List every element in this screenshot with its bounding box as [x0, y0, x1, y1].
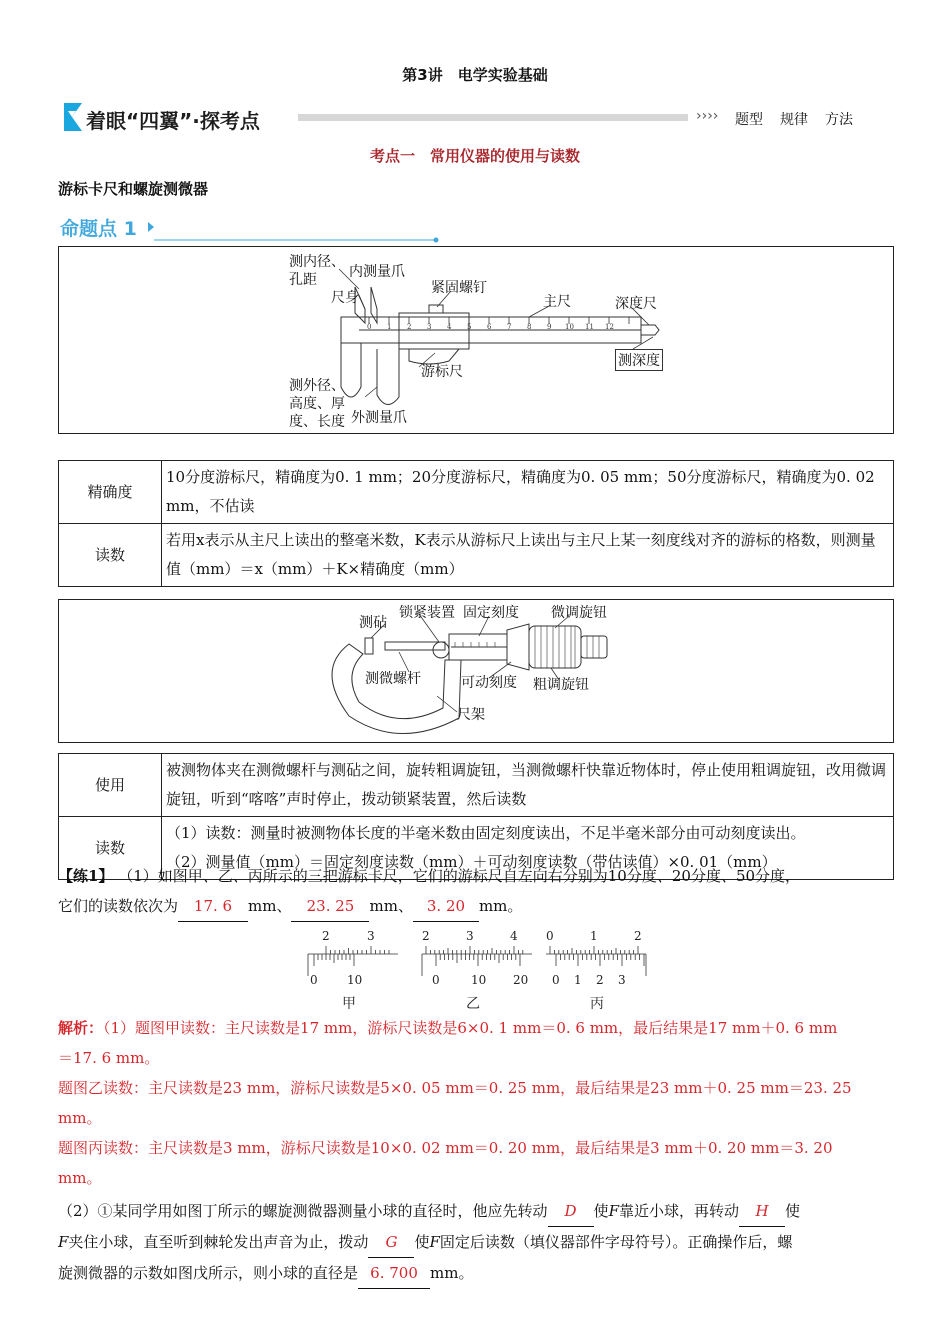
- svg-text:1: 1: [387, 323, 392, 331]
- scale-a-main-tick-0: 2: [322, 929, 330, 943]
- label-fine-knob: 微调旋钮: [551, 605, 607, 621]
- answer-blank-d: D: [548, 1196, 594, 1227]
- table-head-usage: 使用: [59, 754, 162, 817]
- section-banner: [58, 101, 898, 135]
- analysis-line-2: ＝17. 6 mm。: [58, 1049, 160, 1067]
- table-row: [59, 524, 894, 587]
- label-inner-diameter: 测内径、: [289, 254, 345, 270]
- section-title: 考点一 常用仪器的使用与读数: [369, 147, 580, 165]
- scale-c-vernier-tick-3: 3: [618, 973, 626, 987]
- part2-var-f2: F: [58, 1233, 69, 1251]
- proposition-line: [58, 212, 448, 246]
- banner-label: 着眼“四翼”·探考点: [86, 109, 260, 133]
- label-spindle: 测微螺杆: [365, 671, 421, 687]
- part2-text-7: 固定后读数（填仪器部件字母符号）。正确操作后，螺: [439, 1233, 793, 1251]
- analysis-label: 解析：: [58, 1019, 104, 1037]
- banner-arrows: ››››: [696, 108, 719, 124]
- scale-b-main-tick-1: 3: [466, 929, 474, 943]
- exercise-part2: [58, 1196, 898, 1289]
- analysis-line-4: mm。: [58, 1109, 102, 1127]
- analysis-line-1: （1）题图甲读数：主尺读数是17 mm，游标尺读数是6×0. 1 mm＝0. 6 mm，最后结果是17 mm＋0. 6 mm: [103, 1019, 838, 1037]
- answer-blank-2: 23. 25: [291, 891, 369, 922]
- svg-text:3: 3: [427, 323, 432, 331]
- banner-tag-type: 题型: [735, 112, 763, 128]
- scale-a-main-tick-1: 3: [367, 929, 375, 943]
- scale-c-vernier-tick-2: 2: [596, 973, 604, 987]
- answer-blank-diameter: 6. 700: [358, 1258, 430, 1289]
- analysis-block: [58, 1013, 898, 1193]
- part2-text-6: 使: [414, 1233, 430, 1251]
- answer-blank-1: 17. 6: [178, 891, 248, 922]
- unit-3: mm: [478, 897, 508, 915]
- label-length: 度、长度: [289, 414, 345, 430]
- end-1: 。: [507, 897, 523, 915]
- scale-b-vernier-tick-0: 0: [432, 973, 440, 987]
- table-head-reading: 读数: [59, 524, 162, 587]
- sep-1: 、: [276, 897, 292, 915]
- label-depth-rod: 深度尺: [615, 296, 657, 312]
- scale-a-vernier-tick-1: 10: [347, 973, 363, 987]
- analysis-line-3: 题图乙读数：主尺读数是23 mm，游标尺读数是5×0. 05 mm＝0. 25 mm，最后结果是23 mm＋0. 25 mm＝23. 25: [58, 1079, 852, 1097]
- answer-blank-3: 3. 20: [413, 891, 479, 922]
- lecture-title: 第3讲 电学实验基础: [402, 66, 548, 84]
- part2-text-1: （2）①某同学用如图丁所示的螺旋测微器测量小球的直径时，他应先转动: [58, 1202, 548, 1220]
- vernier-scales-drawing: [300, 924, 660, 1014]
- label-movable-scale: 可动刻度: [461, 675, 517, 691]
- part2-text-3: 靠近小球，再转动: [618, 1202, 739, 1220]
- scale-b-vernier-tick-2: 20: [513, 973, 529, 987]
- svg-text:12: 12: [605, 323, 614, 331]
- label-frame: 尺架: [457, 707, 485, 723]
- label-inner-jaws: 内测量爪: [349, 264, 405, 280]
- exercise-text-a: （1）如图甲、乙、丙所示的三把游标卡尺，它们的游标尺自左向右分别为10分度、20分度、50分度，: [118, 867, 801, 885]
- subsection-title: 游标卡尺和螺旋测微器: [58, 180, 209, 198]
- table-cell-usage: 被测物体夹在测微螺杆与测砧之间，旋转粗调旋钮，当测微螺杆快靠近物体时，停止使用粗调旋钮，改用微调旋钮，听到“喀喀”声时停止，拨动锁紧装置，然后读数: [162, 754, 894, 817]
- caliper-figure-frame: [58, 246, 894, 434]
- scale-a-vernier-tick-0: 0: [310, 973, 318, 987]
- label-measure-depth: 测深度: [615, 349, 663, 371]
- label-fixed-scale: 固定刻度: [463, 605, 519, 621]
- sep-2: 、: [397, 897, 413, 915]
- label-height-thickness: 高度、厚: [289, 396, 345, 412]
- part2-text-4: 使: [785, 1202, 801, 1220]
- exercise-text-b: 它们的读数依次为: [58, 897, 179, 915]
- scale-c-vernier-tick-0: 0: [552, 973, 560, 987]
- banner-tag-method: 方法: [825, 112, 853, 128]
- table-cell-reading: 若用x表示从主尺上读出的整毫米数，K表示从游标尺上读出与主尺上某一刻度线对齐的游标的格数，则测量值（mm）＝x（mm）＋K×精确度（mm）: [162, 524, 894, 587]
- scale-c-vernier-tick-1: 1: [574, 973, 582, 987]
- micrometer-figure-frame: [58, 599, 894, 743]
- table-row: [59, 754, 894, 817]
- svg-text:4: 4: [447, 323, 452, 331]
- vernier-caliper-illustration: [59, 247, 893, 433]
- part2-var-f3: F: [429, 1233, 440, 1251]
- table-head-precision: 精确度: [59, 461, 162, 524]
- svg-text:7: 7: [507, 323, 512, 331]
- label-outer-jaws: 外测量爪: [351, 410, 407, 426]
- scale-b-main-tick-2: 4: [510, 929, 518, 943]
- table-cell-precision: 10分度游标尺，精确度为0. 1 mm；20分度游标尺，精确度为0. 05 mm；50分度游标尺，精确度为0. 02 mm，不估读: [162, 461, 894, 524]
- scale-b-main-tick-0: 2: [422, 929, 430, 943]
- part2-text-2: 使: [593, 1202, 609, 1220]
- label-vernier: 游标尺: [421, 364, 463, 380]
- svg-text:5: 5: [467, 323, 472, 331]
- exercise-part1: [58, 861, 898, 922]
- part2-var-f1: F: [608, 1202, 619, 1220]
- scale-a-label: 甲: [342, 996, 356, 1012]
- scale-b-label: 乙: [466, 996, 480, 1012]
- analysis-line-6: mm。: [58, 1169, 102, 1187]
- svg-text:11: 11: [585, 323, 594, 331]
- table-row: [59, 461, 894, 524]
- scale-c-label: 丙: [590, 996, 604, 1012]
- svg-text:8: 8: [527, 323, 532, 331]
- table-head-micrometer-reading: 读数: [59, 817, 162, 880]
- scale-c-main-tick-1: 1: [590, 929, 598, 943]
- exercise-tag: 【练1】: [58, 867, 114, 885]
- svg-text:6: 6: [487, 323, 492, 331]
- answer-blank-g: G: [368, 1227, 414, 1258]
- caliper-table: [58, 460, 894, 587]
- unit-1: mm: [248, 897, 277, 915]
- svg-text:9: 9: [547, 323, 552, 331]
- scale-c-main-tick-2: 2: [634, 929, 642, 943]
- part2-text-5: 夹住小球，直至听到棘轮发出声音为止，拨动: [68, 1233, 369, 1251]
- svg-text:2: 2: [407, 323, 412, 331]
- scale-c-main-tick-0: 0: [546, 929, 554, 943]
- label-outer-diameter: 测外径、: [289, 378, 345, 394]
- label-lock-screw: 紧固螺钉: [431, 280, 487, 296]
- label-anvil: 测砧: [359, 615, 387, 631]
- scale-b-vernier-tick-1: 10: [471, 973, 487, 987]
- part2-text-8: 旋测微器的示数如图戊所示，则小球的直径是: [58, 1264, 359, 1282]
- proposition-badge: 命题点 1: [60, 218, 137, 240]
- svg-text:10: 10: [565, 323, 574, 331]
- vernier-scales-figure: [300, 924, 660, 1014]
- answer-blank-h: H: [739, 1196, 785, 1227]
- reading-line-1: （1）读数：测量时被测物体长度的半毫米数由固定刻度读出，不足半毫米部分由可动刻度读出。: [166, 824, 806, 842]
- part2-text-9: mm。: [430, 1264, 474, 1282]
- label-body: 尺身: [331, 290, 359, 306]
- label-coarse-knob: 粗调旋钮: [533, 677, 589, 693]
- label-lock-device: 锁紧装置: [399, 605, 455, 621]
- banner-tag-rule: 规律: [780, 112, 808, 128]
- svg-text:0: 0: [367, 323, 372, 331]
- analysis-line-5: 题图丙读数：主尺读数是3 mm，游标尺读数是10×0. 02 mm＝0. 20 mm，最后结果是3 mm＋0. 20 mm＝3. 20: [58, 1139, 833, 1157]
- proposition-header: [58, 212, 448, 246]
- unit-2: mm: [369, 897, 398, 915]
- label-main-scale: 主尺: [543, 294, 571, 310]
- label-hole-pitch: 孔距: [289, 272, 317, 288]
- reading-line-2: （2）测量值（mm）＝固定刻度读数（mm）＋可动刻度读数（带估读值）×0. 01（mm）: [166, 853, 777, 871]
